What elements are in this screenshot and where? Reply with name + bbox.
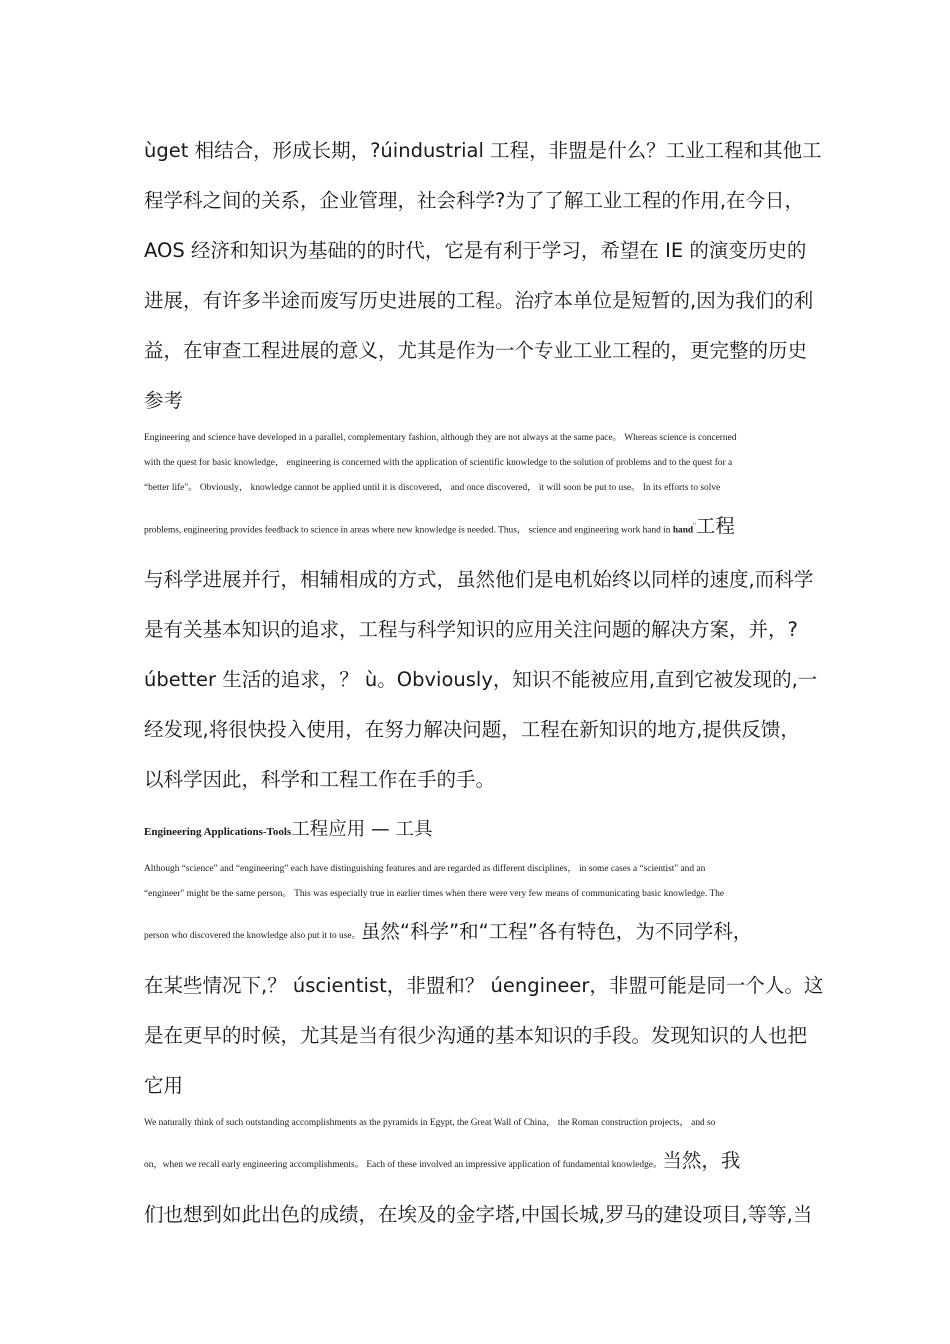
cn-line: 与科学进展并行，相辅相成的方式，虽然他们是电机始终以同样的速度,而科学 <box>144 568 814 592</box>
cn-line: 们也想到如此出色的成绩，在埃及的金字塔,中国长城,罗马的建设项目,等等,当 <box>144 1203 813 1227</box>
en-line: “better life"。 Obviously， knowledge cannot be applied until it is discovered， and once discovered， it will soon be put to use。 In its efforts to solve <box>144 483 721 493</box>
cn-inline-text: 虽然“科学”和“工程”各有特色，为不同学科， <box>360 920 753 944</box>
en-inline-text: on，when we recall early engineering accomplishments。 Each of these involved an impressive application of fundamental knowledge。 <box>144 1160 663 1171</box>
cn-line: AOS 经济和知识为基础的的时代，它是有利于学习，希望在 IE 的演变历史的 <box>144 239 807 262</box>
mixed-line <box>144 1136 808 1190</box>
en-line: Although “science” and “engineering” each have distinguishing features and are regarded as different disciplines， in some cases a “scientist" and an <box>144 864 706 875</box>
cn-line: 它用 <box>144 1074 184 1098</box>
cn-line: 在某些情况下,？ úscientist，非盟和？ úengineer，非盟可能是同一个人。这 <box>144 974 824 998</box>
mixed-line <box>144 501 808 555</box>
mixed-line <box>144 907 808 961</box>
cn-line: 是有关基本知识的追求，工程与科学知识的应用关注问题的解决方案，并，? <box>144 618 798 642</box>
cn-line: úbetter 生活的追求，？ ù。Obviously，知识不能被应用,直到它被发现的,一 <box>144 668 818 692</box>
cn-line: 以科学因此，科学和工程工作在手的手。 <box>144 768 496 792</box>
section-heading <box>144 805 808 857</box>
en-line: with the quest for basic knowledge， engineering is concerned with the application of scientific knowledge to the solution of problems and to the quest for a <box>144 458 733 468</box>
cn-line: 参考 <box>144 389 184 412</box>
cn-line: 益，在审查工程进展的意义，尤其是作为一个专业工业工程的，更完整的历史 <box>144 339 808 362</box>
cn-inline-text: 当然，我 <box>662 1149 741 1173</box>
cn-line: 进展，有许多半途而废写历史进展的工程。治疗本单位是短暂的,因为我们的利 <box>144 289 814 312</box>
section-heading-en: Engineering Applications-Tools <box>144 826 292 839</box>
en-inline-text: person who discovered the knowledge also put it to use。 <box>144 931 361 942</box>
cn-line: ùget 相结合，形成长期，?úindustrial 工程，非盟是什么？工业工程和其他工 <box>144 139 822 162</box>
cn-line: 经发现,将很快投入使用，在努力解决问题，工程在新知识的地方,提供反馈， <box>144 718 800 742</box>
footnote-mark: ¹⁾ <box>693 523 696 528</box>
en-inline-bold: hand <box>672 525 694 536</box>
en-line: “engineer" might be the same person。 This was especially true in earlier times when there were very few means of communicating basic knowledge. The <box>144 889 725 900</box>
en-line: Engineering and science have developed in a parallel, complementary fashion, although they are not always at the same pace。 Whereas science is concerned <box>144 433 737 443</box>
document-page <box>144 126 824 1240</box>
cn-line: 程学科之间的关系，企业管理，社会科学?为了了解工业工程的作用,在今日， <box>144 189 805 212</box>
section-heading-cn: 工程应用 — 工具 <box>291 819 433 841</box>
cn-inline-text: 工程 <box>695 514 735 538</box>
en-line: We naturally think of such outstanding accomplishments as the pyramids in Egypt, the Great Wall of China， the Roman construction projects， and so <box>144 1118 716 1129</box>
en-inline-text: problems, engineering provides feedback to science in areas where new knowledge is needed. Thus， science and engineering work hand in <box>144 525 673 536</box>
cn-line: 是在更早的时候，尤其是当有很少沟通的基本知识的手段。发现知识的人也把 <box>144 1024 808 1048</box>
